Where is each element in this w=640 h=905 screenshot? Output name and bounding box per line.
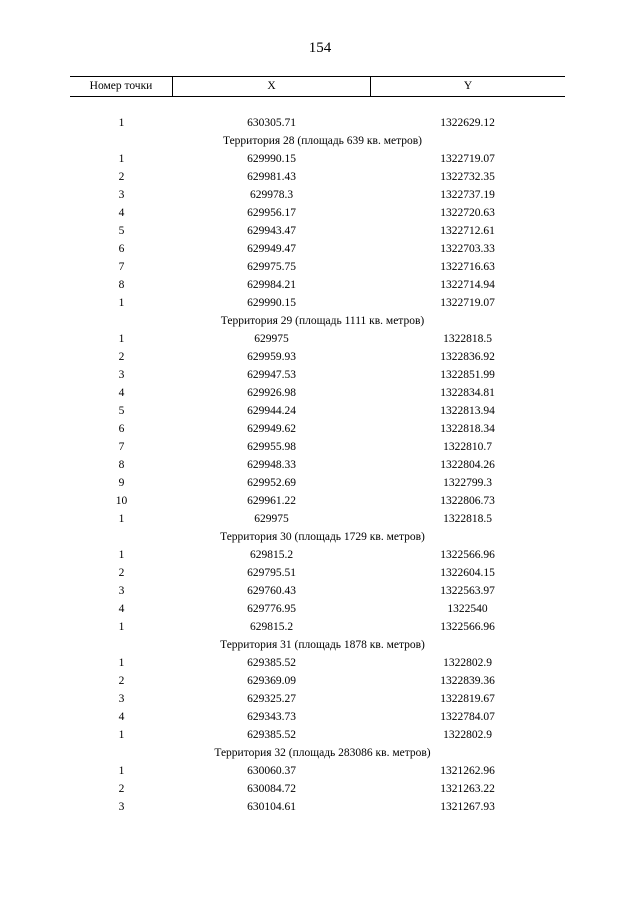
x-coordinate-cell: 630060.37	[247, 765, 296, 777]
table-row	[70, 762, 565, 780]
table-row	[70, 366, 565, 384]
table-row	[70, 258, 565, 276]
y-coordinate-cell: 1321262.96	[440, 765, 495, 777]
table-row	[70, 168, 565, 186]
table-row	[70, 726, 565, 744]
table-row	[70, 438, 565, 456]
x-coordinate-cell: 629978.3	[249, 189, 294, 201]
y-coordinate-cell: 1322818.5	[443, 513, 492, 525]
table-row	[70, 348, 565, 366]
y-coordinate-cell: 1322629.12	[440, 117, 495, 129]
point-number-cell: 1	[118, 657, 125, 669]
coordinates-table	[70, 76, 565, 816]
table-row	[70, 564, 565, 582]
x-coordinate-cell: 629815.2	[249, 549, 294, 561]
point-number-cell: 2	[118, 567, 125, 579]
table-row	[70, 114, 565, 132]
table-row	[70, 618, 565, 636]
table-row	[70, 240, 565, 258]
point-number-cell: 6	[118, 243, 125, 255]
table-row	[70, 492, 565, 510]
y-coordinate-cell: 1322839.36	[440, 675, 495, 687]
x-coordinate-cell: 629815.2	[249, 621, 294, 633]
x-coordinate-cell: 629952.69	[247, 477, 296, 489]
header-point-number: Номер точки	[70, 77, 173, 96]
point-number-cell: 1	[118, 549, 125, 561]
table-row	[70, 186, 565, 204]
point-number-cell: 6	[118, 423, 125, 435]
x-coordinate-cell: 629961.22	[247, 495, 296, 507]
y-coordinate-cell: 1322804.26	[440, 459, 495, 471]
table-row	[70, 204, 565, 222]
table-body	[70, 114, 565, 816]
point-number-cell: 5	[118, 225, 125, 237]
y-coordinate-cell: 1322737.19	[440, 189, 495, 201]
point-number-cell: 8	[118, 459, 125, 471]
x-coordinate-cell: 629947.53	[247, 369, 296, 381]
x-coordinate-cell: 629795.51	[247, 567, 296, 579]
x-coordinate-cell: 629944.24	[247, 405, 296, 417]
x-coordinate-cell: 630104.61	[247, 801, 296, 813]
point-number-cell: 1	[118, 117, 125, 129]
y-coordinate-cell: 1322819.67	[440, 693, 495, 705]
point-number-cell: 4	[118, 387, 125, 399]
y-coordinate-cell: 1322719.07	[440, 297, 495, 309]
table-row	[70, 600, 565, 618]
y-coordinate-cell: 1322813.94	[440, 405, 495, 417]
x-coordinate-cell: 629990.15	[247, 153, 296, 165]
territory-heading: Территория 29 (площадь 1111 кв. метров)	[220, 315, 425, 327]
point-number-cell: 3	[118, 189, 125, 201]
table-row	[70, 672, 565, 690]
table-row	[70, 384, 565, 402]
table-row	[70, 294, 565, 312]
y-coordinate-cell: 1322712.61	[440, 225, 495, 237]
x-coordinate-cell: 629776.95	[247, 603, 296, 615]
table-row	[70, 150, 565, 168]
y-coordinate-cell: 1322703.33	[440, 243, 495, 255]
y-coordinate-cell: 1322714.94	[440, 279, 495, 291]
x-coordinate-cell: 629948.33	[247, 459, 296, 471]
y-coordinate-cell: 1322834.81	[440, 387, 495, 399]
table-row	[70, 510, 565, 528]
x-coordinate-cell: 629990.15	[247, 297, 296, 309]
point-number-cell: 3	[118, 693, 125, 705]
territory-heading: Территория 31 (площадь 1878 кв. метров)	[220, 639, 425, 651]
point-number-cell: 4	[118, 207, 125, 219]
y-coordinate-cell: 1322604.15	[440, 567, 495, 579]
table-row	[70, 402, 565, 420]
header-x: X	[173, 77, 371, 96]
y-coordinate-cell: 1322836.92	[440, 351, 495, 363]
territory-heading-row	[70, 636, 565, 654]
table-row	[70, 546, 565, 564]
territory-heading: Территория 28 (площадь 639 кв. метров)	[222, 135, 422, 147]
territory-heading-row	[70, 528, 565, 546]
table-row	[70, 798, 565, 816]
point-number-cell: 1	[118, 513, 125, 525]
table-row	[70, 690, 565, 708]
point-number-cell: 5	[118, 405, 125, 417]
y-coordinate-cell: 1322540	[447, 603, 488, 615]
territory-heading-row	[70, 132, 565, 150]
x-coordinate-cell: 629956.17	[247, 207, 296, 219]
table-row	[70, 708, 565, 726]
territory-heading: Территория 32 (площадь 283086 кв. метров)	[214, 747, 431, 759]
point-number-cell: 4	[118, 603, 125, 615]
x-coordinate-cell: 629343.73	[247, 711, 296, 723]
y-coordinate-cell: 1322818.5	[443, 333, 492, 345]
territory-heading-row	[70, 312, 565, 330]
point-number-cell: 1	[118, 333, 125, 345]
y-coordinate-cell: 1322802.9	[443, 657, 492, 669]
y-coordinate-cell: 1322716.63	[440, 261, 495, 273]
y-coordinate-cell: 1322806.73	[440, 495, 495, 507]
point-number-cell: 9	[118, 477, 125, 489]
table-row	[70, 582, 565, 600]
point-number-cell: 10	[115, 495, 128, 507]
x-coordinate-cell: 629385.52	[247, 657, 296, 669]
y-coordinate-cell: 1322851.99	[440, 369, 495, 381]
x-coordinate-cell: 629926.98	[247, 387, 296, 399]
y-coordinate-cell: 1322720.63	[440, 207, 495, 219]
y-coordinate-cell: 1321263.22	[440, 783, 495, 795]
y-coordinate-cell: 1322810.7	[443, 441, 492, 453]
y-coordinate-cell: 1322802.9	[443, 729, 492, 741]
x-coordinate-cell: 629949.47	[247, 243, 296, 255]
point-number-cell: 1	[118, 297, 125, 309]
point-number-cell: 3	[118, 369, 125, 381]
point-number-cell: 1	[118, 729, 125, 741]
table-row	[70, 276, 565, 294]
x-coordinate-cell: 629369.09	[247, 675, 296, 687]
x-coordinate-cell: 629955.98	[247, 441, 296, 453]
x-coordinate-cell: 630084.72	[247, 783, 296, 795]
territory-heading: Территория 30 (площадь 1729 кв. метров)	[220, 531, 425, 543]
territory-heading-row	[70, 744, 565, 762]
y-coordinate-cell: 1322566.96	[440, 549, 495, 561]
point-number-cell: 3	[118, 585, 125, 597]
point-number-cell: 7	[118, 441, 125, 453]
point-number-cell: 1	[118, 621, 125, 633]
point-number-cell: 1	[118, 153, 125, 165]
table-row	[70, 780, 565, 798]
x-coordinate-cell: 629385.52	[247, 729, 296, 741]
table-header	[70, 76, 565, 97]
x-coordinate-cell: 629959.93	[247, 351, 296, 363]
y-coordinate-cell: 1321267.93	[440, 801, 495, 813]
x-coordinate-cell: 630305.71	[247, 117, 296, 129]
table-row	[70, 330, 565, 348]
y-coordinate-cell: 1322799.3	[443, 477, 492, 489]
header-y: Y	[463, 80, 473, 92]
y-coordinate-cell: 1322818.34	[440, 423, 495, 435]
point-number-cell: 2	[118, 675, 125, 687]
point-number-cell: 3	[118, 801, 125, 813]
x-coordinate-cell: 629760.43	[247, 585, 296, 597]
y-coordinate-cell: 1322732.35	[440, 171, 495, 183]
y-coordinate-cell: 1322784.07	[440, 711, 495, 723]
x-coordinate-cell: 629975	[254, 333, 289, 345]
table-row	[70, 654, 565, 672]
x-coordinate-cell: 629949.62	[247, 423, 296, 435]
table-row	[70, 456, 565, 474]
point-number-cell: 2	[118, 783, 125, 795]
point-number-cell: 8	[118, 279, 125, 291]
y-coordinate-cell: 1322563.97	[440, 585, 495, 597]
point-number-cell: 4	[118, 711, 125, 723]
table-row	[70, 222, 565, 240]
x-coordinate-cell: 629325.27	[247, 693, 296, 705]
point-number-cell: 7	[118, 261, 125, 273]
x-coordinate-cell: 629975.75	[247, 261, 296, 273]
x-coordinate-cell: 629975	[254, 513, 289, 525]
table-row	[70, 420, 565, 438]
y-coordinate-cell: 1322719.07	[440, 153, 495, 165]
table-row	[70, 474, 565, 492]
point-number-cell: 1	[118, 765, 125, 777]
point-number-cell: 2	[118, 351, 125, 363]
y-coordinate-cell: 1322566.96	[440, 621, 495, 633]
x-coordinate-cell: 629984.21	[247, 279, 296, 291]
x-coordinate-cell: 629943.47	[247, 225, 296, 237]
point-number-cell: 2	[118, 171, 125, 183]
page-number: 154	[308, 40, 332, 56]
x-coordinate-cell: 629981.43	[247, 171, 296, 183]
